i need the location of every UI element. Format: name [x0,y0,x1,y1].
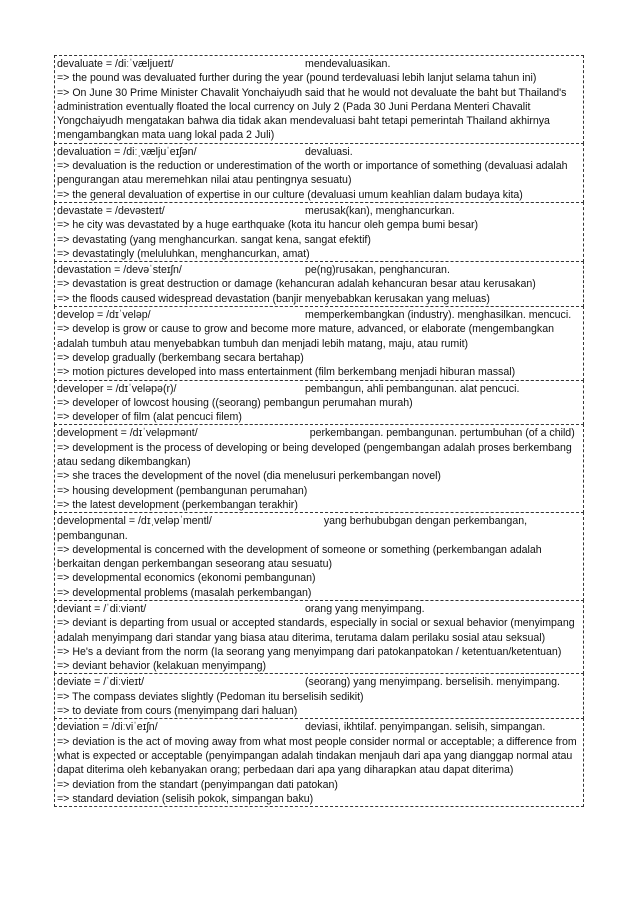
dictionary-entry [54,261,584,307]
entry-term: devastation = /devəˈsteɪʃn/ [57,264,182,277]
entry-headword-row [57,602,581,616]
dictionary-entry [54,55,584,144]
entry-example-line: => the general devaluation of expertise in our culture (devaluasi umum keahlian dalam budaya kita) [57,188,523,201]
entry-example-line: => the latest development (perkembangan terakhir) [57,498,298,511]
entry-example-line: => devaluation is the reduction or underestimation of the worth or importance of something (devaluasi adalah pengurangan atau meremehkan nilai atau pentingnya sesuatu) [57,160,568,187]
entry-translation: pe(ng)rusakan, penghancuran. [305,264,450,277]
dictionary-entry [54,512,584,601]
entry-headword-row [57,514,581,543]
entry-headword-row [57,382,581,396]
entry-example-line: => The compass deviates slightly (Pedoman itu berselisih sedikit) [57,690,364,703]
dictionary-entry [54,673,584,719]
entry-example-line: => standard deviation (selisih pokok, simpangan baku) [57,792,314,805]
entry-example-line: => deviation from the standart (penyimpangan dati patokan) [57,778,338,791]
entry-example-line: => the pound was devaluated further during the year (pound terdevaluasi lebih lanjut selama tahun ini) [57,72,537,85]
entry-headword-row [57,145,581,159]
entry-translation: memperkembangkan (industry). menghasilkan. mencuci. [305,309,572,322]
dictionary-entry [54,424,584,513]
entry-example-line: => deviant behavior (kelakuan menyimpang) [57,660,267,673]
entry-translation: deviasi, ikhtilaf. penyimpangan. selisih, simpangan. [305,721,546,734]
entry-example-line: => He's a deviant from the norm (Ia seorang yang menyimpang dari patokanpatokan / ketentuan/ketentuan) [57,645,562,658]
entry-example-line: => devastatingly (meluluhkan, menghancurkan, amat) [57,247,310,260]
entry-headword-row [57,720,581,734]
entry-headword-row [57,263,581,277]
entry-example-line: => she traces the development of the novel (dia menelusuri perkembangan novel) [57,470,441,483]
dictionary-page [54,56,584,807]
entry-headword-row [57,675,581,689]
entry-term: deviate = /ˈdiːvieɪt/ [57,676,145,689]
entry-translation: yang berhububgan dengan perkembangan, pembangunan. [57,515,528,542]
entry-term: develop = /dɪˈveləp/ [57,309,151,322]
entry-example-line: => develop gradually (berkembang secara bertahap) [57,351,304,364]
entry-example-line: => deviant is departing from usual or accepted standards, especially in social or sexual behavior (menyimpang adalah menyimpang dari standar yang biasa atau diterima, terutama dalam perilaku sosial atau seksual) [57,617,575,644]
entry-example-line: => developmental economics (ekonomi pembangunan) [57,572,316,585]
entry-example-line: => devastating (yang menghancurkan. sangat kena, sangat efektif) [57,233,371,246]
entry-example-line: => the floods caused widespread devastation (banjir menyebabkan kerusakan yang meluas) [57,292,490,305]
entry-example-line: => housing development (pembangunan perumahan) [57,484,308,497]
entry-example-line: => develop is grow or cause to grow and become more mature, advanced, or elaborate (mengembangkan adalah tumbuh atau menyebabkan tumbuh dan menjadi lebih matang, maju, atau rumit) [57,323,555,350]
entry-translation: devaluasi. [305,145,353,158]
entry-example-line: => developer of film (alat pencuci filem) [57,411,242,424]
entry-headword-row [57,426,581,440]
entry-example-line: => he city was devastated by a huge earthquake (kota itu hancur oleh gempa bumi besar) [57,219,479,232]
entry-headword-row [57,57,581,71]
entry-translation: merusak(kan), menghancurkan. [305,204,455,217]
entry-example-line: => to deviate from cours (menyimpang dari haluan) [57,705,298,718]
entry-term: developer = /dɪˈveləpə(r)/ [57,382,177,395]
entry-translation: (seorang) yang menyimpang. berselisih. menyimpang. [305,676,560,689]
dictionary-entry [54,600,584,674]
entry-example-line: => On June 30 Prime Minister Chavalit Yonchaiyudh said that he would not devaluate the baht but Thailand's administration eventually floated the local currency on July 2 (Pada 30 Juni Perdana Menteri Chavalit Yongchaiyudh mengatakan bahwa dia tidak akan mendevaluasi baht tetapi pemerintah Thailand akhirnya mengambangkan mata uang lokal pada 2 Juli) [57,86,567,142]
entry-headword-row [57,204,581,218]
entry-term: devaluation = /diːˌvæljuˈeɪʃən/ [57,145,197,158]
entry-example-line: => developer of lowcost housing ((seorang) pembangun perumahan murah) [57,396,413,409]
entry-term: devastate = /devəsteɪt/ [57,204,165,217]
entry-translation: perkembangan. pembangunan. pertumbuhan (of a child) [309,427,575,440]
entry-example-line: => devastation is great destruction or damage (kehancuran adalah kehancuran besar atau kerusakan) [57,278,536,291]
entry-example-line: => development is the process of developing or being developed (pengembangan adalah proses berkembang atau sedang dikembangkan) [57,441,572,469]
entry-term: deviation = /diːviˈeɪʃn/ [57,721,158,734]
entry-example-line: => developmental problems (masalah perkembangan) [57,586,312,599]
entry-term: deviant = /ˈdiːviənt/ [57,602,147,615]
dictionary-entry [54,306,584,380]
entry-example-line: => developmental is concerned with the development of someone or something (perkembangan adalah berkaitan dengan perkembangan seseorang atau sesuatu) [57,543,542,571]
entry-term: development = /dɪˈveləpmənt/ [57,427,198,440]
entry-term: devaluate = /diːˈvæljueɪt/ [57,58,174,70]
dictionary-entry [54,202,584,262]
entry-example-line: => motion pictures developed into mass entertainment (film berkembang menjadi hiburan massal) [57,366,516,379]
dictionary-entry [54,718,584,807]
entry-headword-row [57,308,581,322]
entry-translation: pembangun, ahli pembangunan. alat pencuci. [305,382,520,395]
entry-translation: orang yang menyimpang. [305,602,425,615]
entry-translation: mendevaluasikan. [305,58,391,70]
dictionary-entry [54,143,584,203]
entry-term: developmental = /dɪˌveləpˈmentl/ [57,515,212,528]
entry-example-line: => deviation is the act of moving away from what most people consider normal or acceptable; a difference from what is expected or acceptable (penyimpangan adalah tindakan menjauh dari apa yang dianggap normal atau dapat diterima oleh kebanyakan orang; perbedaan dari apa yang diharapkan atau dapat diterima) [57,735,577,777]
dictionary-entry [54,380,584,426]
